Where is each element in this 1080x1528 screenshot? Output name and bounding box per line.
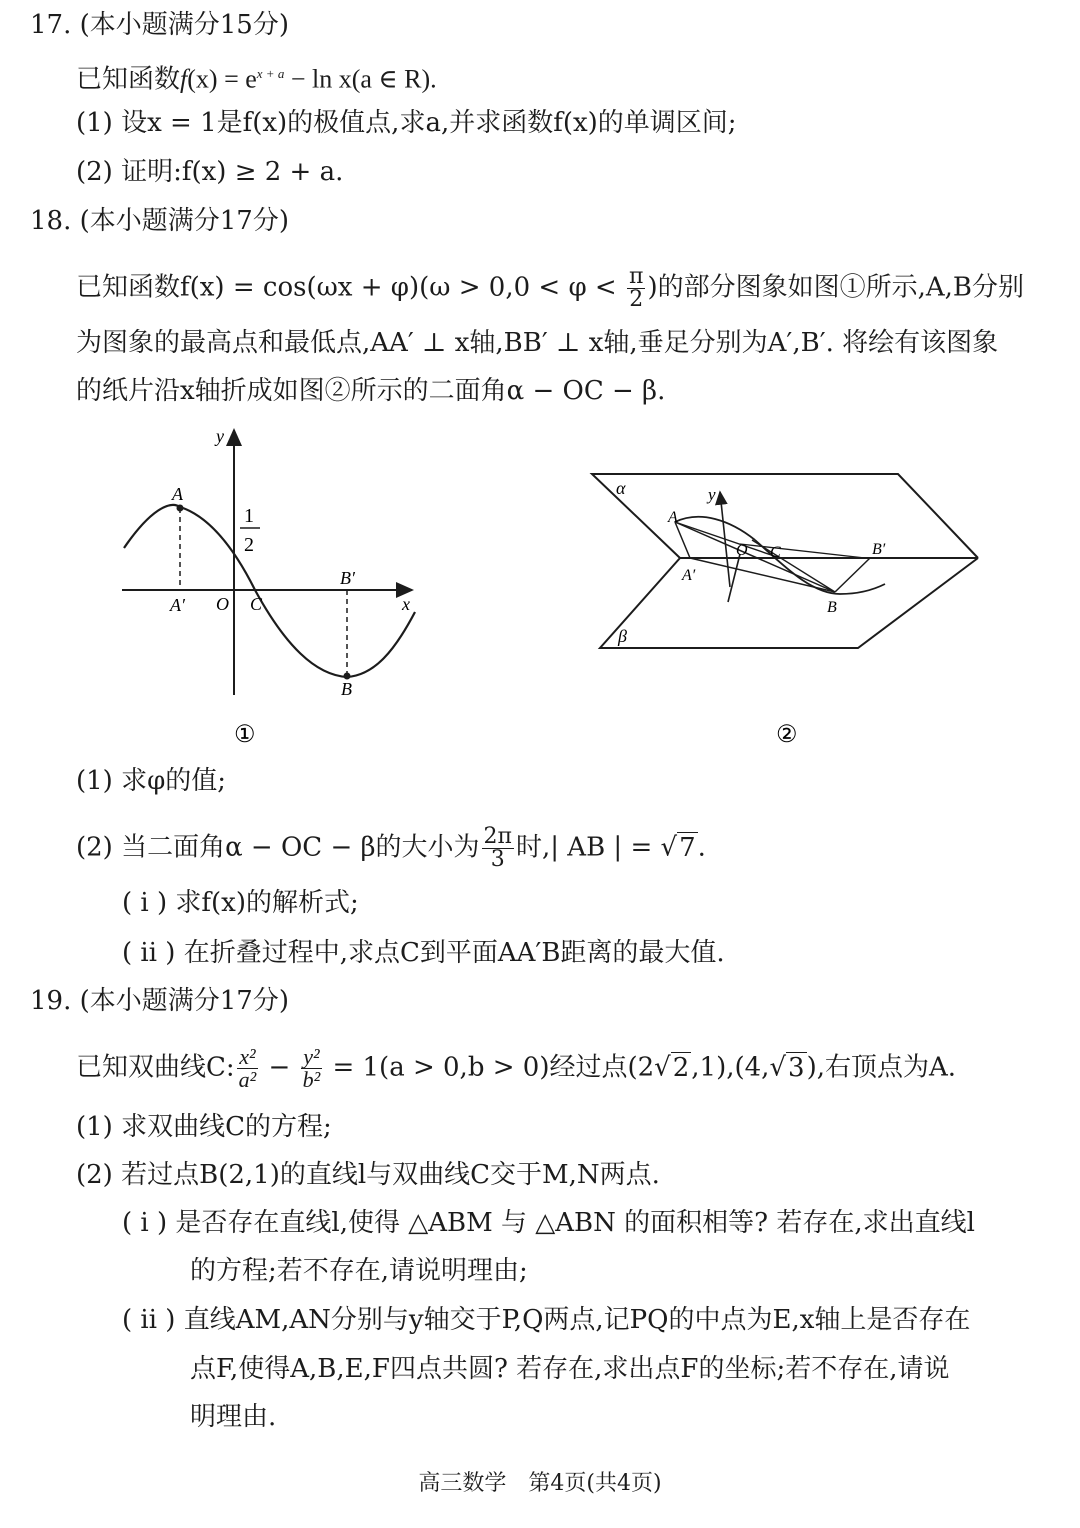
q18-line2: 为图象的最高点和最低点,AA′ ⊥ x轴,BB′ ⊥ x轴,垂足分别为A′,B′. 将绘有该图象 bbox=[76, 328, 999, 358]
q17-intro-f: f bbox=[180, 64, 188, 94]
q19-frac-y bbox=[301, 1046, 323, 1091]
q19-part2-i-line2: 的方程;若不存在,请说明理由; bbox=[190, 1256, 528, 1286]
q17-part2: (2) 证明:f(x) ≥ 2 + a. bbox=[76, 157, 344, 187]
fig2-label-y: y bbox=[708, 485, 716, 504]
q17-intro-label: 已知函数 bbox=[76, 64, 181, 95]
q19-line1: 已知双曲线C: $\frac{\text{x²}}{\text{a²}}$ − $\frac{\text{y²}}{\text{b²}}$ = 1(a > 0,b > 0)经过点(2√2,1),(4,√3),右顶点为A. bbox=[76, 1044, 957, 1092]
q19-sqrt3: 3 bbox=[788, 1052, 805, 1083]
fig2-label-alpha: α bbox=[616, 478, 626, 498]
q18-p2-frac-den: 3 bbox=[490, 847, 505, 872]
q18-part2-i: ( ⅰ ) 求f(x)的解析式; bbox=[122, 888, 359, 918]
fig2-seg-CB bbox=[752, 540, 835, 592]
q19-sqrt2: 2 bbox=[672, 1052, 690, 1083]
q18-part2-a: (2) 当二面角α − OC − β的大小为 bbox=[76, 832, 480, 863]
q19-header: 19. (本小题满分17分) bbox=[30, 986, 289, 1016]
fig1-caption: ① bbox=[234, 722, 256, 748]
fig1-half-den: 2 bbox=[244, 534, 254, 556]
fig2-label-Ap: A′ bbox=[682, 567, 696, 584]
q19-line1-c: ,1),(4, bbox=[691, 1052, 770, 1083]
q19-part1: (1) 求双曲线C的方程; bbox=[76, 1112, 332, 1142]
q18-line1 bbox=[76, 266, 1024, 311]
q18-part2-ii: ( ⅱ ) 在折叠过程中,求点C到平面AA′B距离的最大值. bbox=[122, 938, 725, 968]
fig2-label-C: C bbox=[770, 544, 781, 561]
q19-minus: − bbox=[260, 1052, 299, 1083]
q19-part2-i-line1: ( ⅰ ) 是否存在直线l,使得 △ABM 与 △ABN 的面积相等? 若存在,求出直线l bbox=[122, 1208, 975, 1238]
fig1-label-Bp: B′ bbox=[340, 568, 355, 588]
fig1-label-x: x bbox=[402, 594, 410, 614]
q18-2pi-over-3 bbox=[482, 826, 514, 871]
fig1-label-C: C bbox=[250, 594, 263, 614]
q17-intro-sup: x + a bbox=[256, 66, 285, 81]
q17-intro-fx: (x) = e bbox=[187, 64, 257, 94]
fig1-label-O: O bbox=[216, 594, 229, 614]
q19-frac-x-num: x² bbox=[237, 1046, 259, 1069]
page-footer: 高三数学 第4页(共4页) bbox=[418, 1471, 662, 1496]
q18-part2-c: . bbox=[697, 832, 706, 863]
q17-part1: (1) 设x = 1是f(x)的极值点,求a,并求函数f(x)的单调区间; bbox=[76, 108, 737, 138]
fig1-label-y: y bbox=[216, 426, 224, 446]
fig1-label-A: A bbox=[172, 484, 183, 504]
fig2-seg-BBp bbox=[835, 558, 870, 592]
q19-part2: (2) 若过点B(2,1)的直线l与双曲线C交于M,N两点. bbox=[76, 1160, 660, 1190]
fig2-seg-AC bbox=[675, 522, 780, 558]
q18-part1: (1) 求φ的值; bbox=[76, 766, 227, 796]
q19-part2-ii-line2: 点F,使得A,B,E,F四点共圆? 若存在,求出点F的坐标;若不存在,请说 bbox=[190, 1354, 950, 1384]
fig1-point-A bbox=[177, 505, 184, 512]
q19-frac-x bbox=[237, 1046, 259, 1091]
q18-line3: 的纸片沿x轴折成如图②所示的二面角α − OC − β. bbox=[76, 376, 666, 406]
q19-line1-b: = 1(a > 0,b > 0)经过点(2 bbox=[324, 1052, 655, 1083]
q19-part2-ii-line3: 明理由. bbox=[190, 1402, 277, 1432]
q17-intro bbox=[76, 57, 437, 97]
q18-sqrt7: 7 bbox=[679, 832, 696, 863]
fig2-curve-upper bbox=[675, 517, 755, 540]
q18-part2-b: 时,| AB | = bbox=[516, 832, 661, 863]
fig2-label-beta: β bbox=[618, 626, 627, 646]
fig1-label-Ap: A′ bbox=[170, 595, 185, 615]
q19-frac-y-den: b² bbox=[302, 1067, 321, 1092]
fig2-label-A: A bbox=[668, 509, 678, 526]
fig2-label-Bp: B′ bbox=[872, 541, 886, 558]
figure-1-cosine-graph bbox=[110, 420, 440, 760]
q18-pi-over-2 bbox=[627, 266, 645, 311]
q18-p2-frac-num: 2π bbox=[483, 824, 512, 849]
q18-line1-a: 已知函数f(x) = cos(ωx + φ)(ω > 0,0 < φ < bbox=[76, 272, 625, 303]
q19-frac-x-den: a² bbox=[238, 1067, 257, 1092]
q19-frac-y-num: y² bbox=[301, 1046, 323, 1069]
fig1-label-B: B bbox=[341, 679, 352, 699]
q19-line1-a: 已知双曲线C: bbox=[76, 1052, 235, 1083]
fig1-half-num: 1 bbox=[244, 505, 254, 527]
q18-frac-den: 2 bbox=[629, 287, 644, 312]
fig2-caption: ② bbox=[776, 722, 798, 748]
q19-part2-ii-line1: ( ⅱ ) 直线AM,AN分别与y轴交于P,Q两点,记PQ的中点为E,x轴上是否存在 bbox=[122, 1305, 971, 1335]
fig2-seg-ApB bbox=[690, 558, 835, 592]
q18-header: 18. (本小题满分17分) bbox=[30, 206, 289, 236]
figure-2-folded-dihedral bbox=[580, 462, 990, 762]
q18-part2: (2) 当二面角α − OC − β的大小为 $\frac{2\pi}{3}$ 时,| AB | = √7. bbox=[76, 824, 706, 872]
q18-frac-num: π bbox=[628, 264, 644, 289]
q18-line1-b: )的部分图象如图①所示,A,B分别 bbox=[647, 272, 1024, 303]
fig2-label-O: O bbox=[736, 542, 748, 559]
q17-intro-rest: − ln x(a ∈ R). bbox=[284, 64, 437, 94]
q19-line1-d: ),右顶点为A. bbox=[806, 1052, 957, 1083]
q17-header: 17. (本小题满分15分) bbox=[30, 10, 289, 40]
fig2-label-B: B bbox=[827, 599, 837, 616]
fig2-plane-alpha bbox=[592, 474, 978, 558]
